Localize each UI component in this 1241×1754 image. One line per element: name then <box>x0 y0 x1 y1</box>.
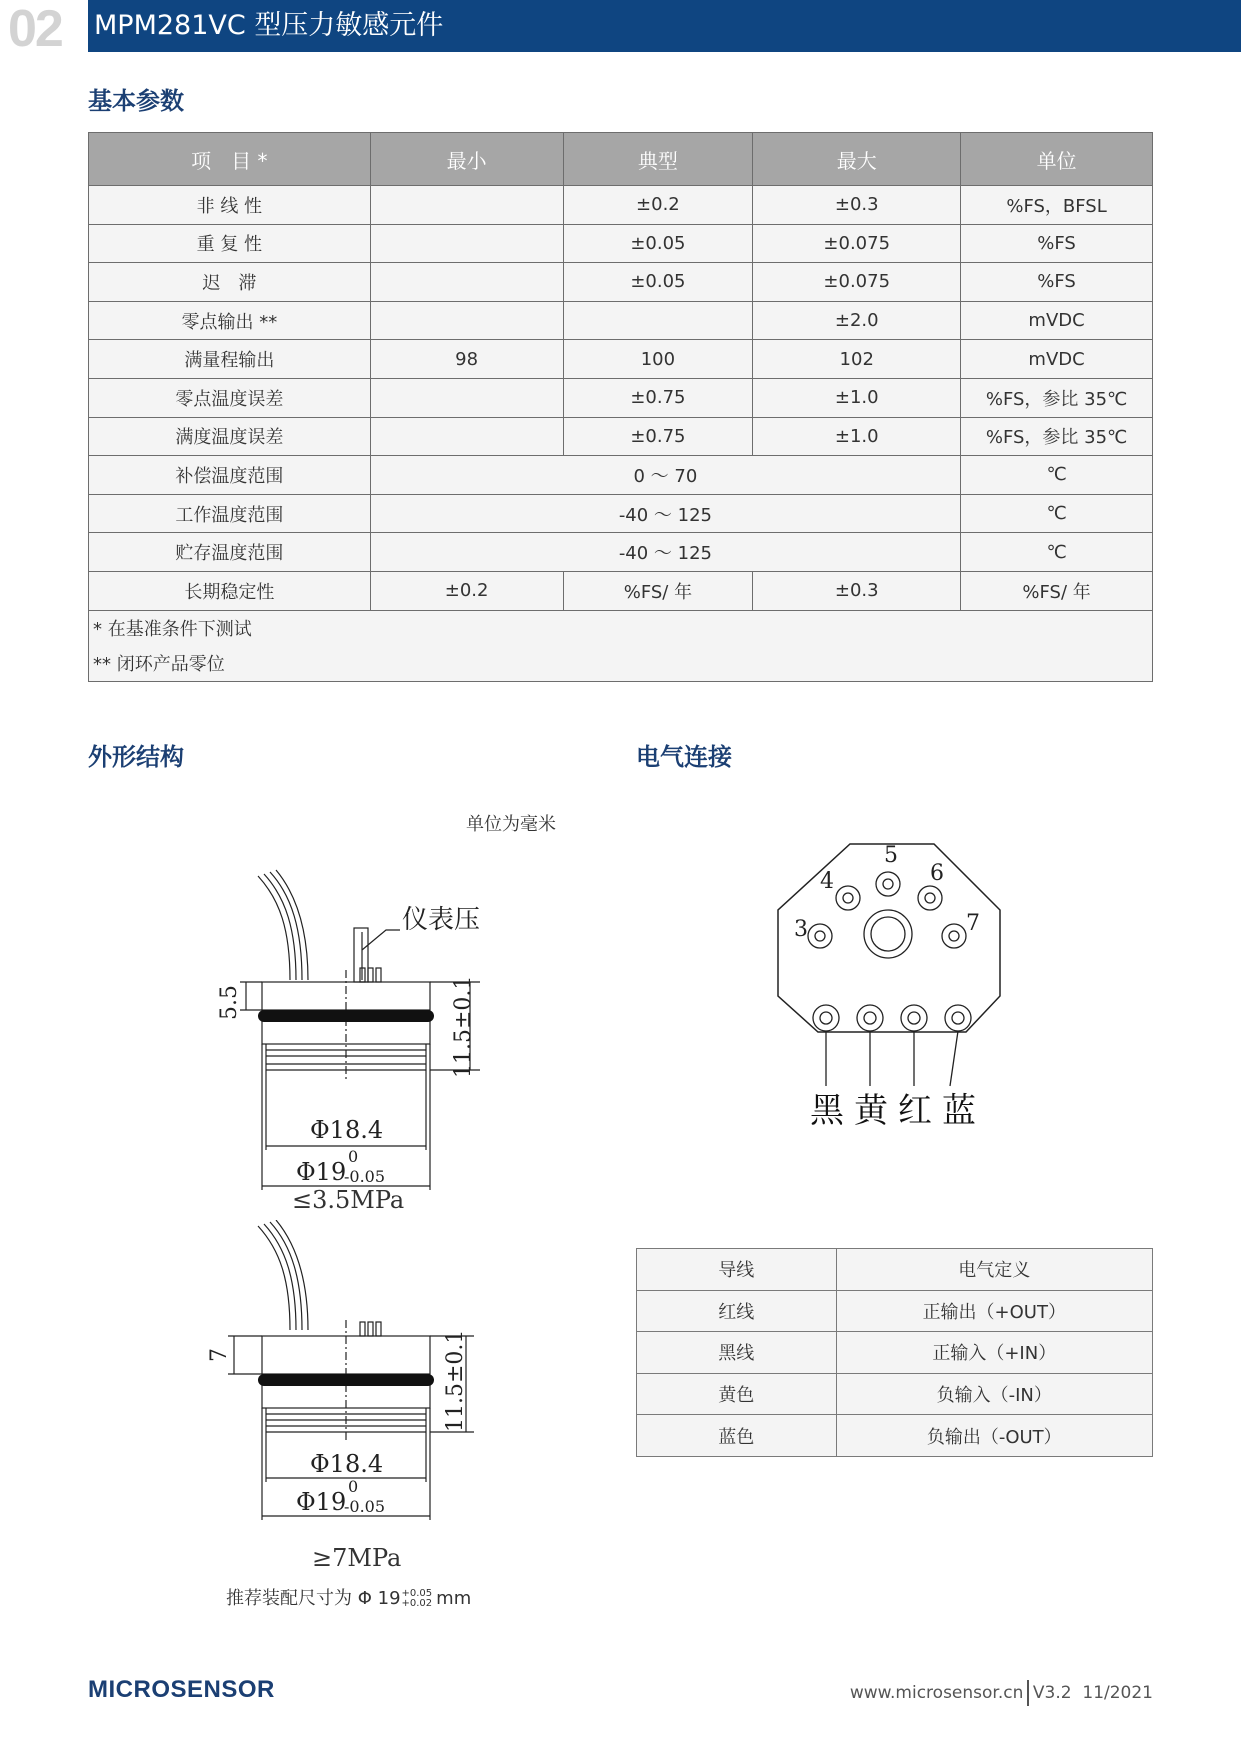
cell: 工作温度范围 <box>89 494 371 533</box>
cell <box>370 263 563 302</box>
cell: %FS，参比 35℃ <box>961 417 1153 456</box>
wire-label-black: 黑 <box>810 1091 844 1131</box>
pin-label: 4 <box>820 869 834 894</box>
cell: %FS <box>961 224 1153 263</box>
pin-label: 6 <box>930 861 944 886</box>
cell <box>563 301 753 340</box>
table-row <box>89 494 1153 533</box>
cell: 补偿温度范围 <box>89 456 371 495</box>
unit-caption: 单位为毫米 <box>466 814 556 835</box>
cell: ±0.75 <box>563 378 753 417</box>
footer-version: V3.2 <box>1032 1683 1072 1703</box>
dim-diameter-outer: Φ19 <box>296 1158 347 1186</box>
table-row <box>89 301 1153 340</box>
cell: ±2.0 <box>753 301 961 340</box>
cell: 重 复 性 <box>89 224 371 263</box>
cell: %FS <box>961 263 1153 302</box>
table-note-row <box>89 610 1153 646</box>
section-title-electrical: 电气连接 <box>636 743 732 771</box>
footer-info <box>850 1680 1153 1706</box>
brand-logo: MICROSENSOR <box>88 1676 275 1703</box>
mount-tol-upper: +0.05 <box>401 1588 433 1599</box>
cell: %FS/ 年 <box>961 571 1153 610</box>
dim-tol-lower-2: -0.05 <box>344 1497 386 1516</box>
note-text: * 在基准条件下测试 <box>89 610 1153 646</box>
params-table <box>88 132 1153 682</box>
pin-label: 3 <box>794 917 808 942</box>
table-row <box>89 533 1153 572</box>
cell: ±1.0 <box>753 417 961 456</box>
pin-label: 7 <box>966 911 980 936</box>
cell: ±1.0 <box>753 378 961 417</box>
cell <box>370 301 563 340</box>
cell: 迟 滞 <box>89 263 371 302</box>
pressure-caption-high: ≥7MPa <box>312 1544 402 1572</box>
header-unit: 单位 <box>961 133 1153 186</box>
params-header-row <box>89 133 1153 186</box>
cell <box>370 186 563 225</box>
dim-total-label-2: 11.5±0.1 <box>443 1329 468 1432</box>
cell: 红线 <box>637 1290 837 1332</box>
cell: 100 <box>563 340 753 379</box>
section-title-params: 基本参数 <box>88 87 184 115</box>
cell: ±0.2 <box>563 186 753 225</box>
cell: 满度温度误差 <box>89 417 371 456</box>
dim-diameter-inner-2: Φ18.4 <box>310 1450 384 1478</box>
cell: ℃ <box>961 456 1153 495</box>
cell: 满量程输出 <box>89 340 371 379</box>
table-row <box>637 1373 1153 1415</box>
mount-tol-lower: +0.02 <box>401 1598 433 1609</box>
cell: -40 ～ 125 <box>370 533 960 572</box>
table-row <box>89 224 1153 263</box>
cell: ±0.75 <box>563 417 753 456</box>
cell: 0 ～ 70 <box>370 456 960 495</box>
header-typ: 典型 <box>563 133 753 186</box>
cell: 零点温度误差 <box>89 378 371 417</box>
cell: mVDC <box>961 340 1153 379</box>
cell: 负输入（-IN） <box>836 1373 1152 1415</box>
cell: 零点输出 ** <box>89 301 371 340</box>
cell: 蓝色 <box>637 1415 837 1457</box>
dim-total-label: 11.5±0.1 <box>451 975 476 1078</box>
cell: ±0.075 <box>753 224 961 263</box>
cell: 非 线 性 <box>89 186 371 225</box>
cell: 98 <box>370 340 563 379</box>
wire-label-red: 红 <box>898 1091 932 1131</box>
cell <box>370 224 563 263</box>
table-row <box>637 1332 1153 1374</box>
cell: 102 <box>753 340 961 379</box>
dim-tol-lower: -0.05 <box>344 1167 386 1186</box>
cell <box>370 417 563 456</box>
cell: 正输出（+OUT） <box>836 1290 1152 1332</box>
header-definition: 电气定义 <box>836 1249 1152 1291</box>
cell: ±0.075 <box>753 263 961 302</box>
cell: ℃ <box>961 494 1153 533</box>
document-title: MPM281VC 型压力敏感元件 <box>94 10 444 41</box>
header-wire: 导线 <box>637 1249 837 1291</box>
footer-date: 11/2021 <box>1082 1683 1153 1703</box>
footer-divider <box>1027 1680 1029 1706</box>
dim-height-label-2: 7 <box>207 1348 232 1362</box>
wire-label-yellow: 黄 <box>854 1091 888 1131</box>
dim-height-label: 5.5 <box>217 985 242 1020</box>
table-row <box>89 340 1153 379</box>
header-min: 最小 <box>370 133 563 186</box>
pin-label: 5 <box>884 843 898 868</box>
mount-unit: mm <box>436 1588 472 1609</box>
cell <box>370 378 563 417</box>
dim-tol-upper-2: 0 <box>348 1477 359 1496</box>
cell: 长期稳定性 <box>89 571 371 610</box>
cell: ±0.05 <box>563 224 753 263</box>
cell: 黑线 <box>637 1332 837 1374</box>
wire-label-blue: 蓝 <box>942 1091 976 1131</box>
gauge-label: 仪表压 <box>402 905 481 935</box>
section-title-shape: 外形结构 <box>88 743 184 771</box>
dim-tol-upper: 0 <box>348 1147 359 1166</box>
cell: ±0.3 <box>753 571 961 610</box>
footer-url[interactable]: www.microsensor.cn <box>849 1683 1024 1703</box>
cell: -40 ～ 125 <box>370 494 960 533</box>
note-text: ** 闭环产品零位 <box>89 646 1153 682</box>
outline-drawing-high-pressure <box>190 1220 510 1550</box>
cell: ±0.3 <box>753 186 961 225</box>
table-row <box>637 1415 1153 1457</box>
dim-diameter-outer-2: Φ19 <box>296 1488 347 1516</box>
table-row <box>89 263 1153 302</box>
cell: ±0.2 <box>370 571 563 610</box>
cell: %FS，参比 35℃ <box>961 378 1153 417</box>
cell: ±0.05 <box>563 263 753 302</box>
cell: %FS/ 年 <box>563 571 753 610</box>
cell: %FS，BFSL <box>961 186 1153 225</box>
cell: 负输出（-OUT） <box>836 1415 1152 1457</box>
cell: ℃ <box>961 533 1153 572</box>
outline-drawing-low-pressure <box>190 860 510 1220</box>
mount-note <box>226 1584 471 1610</box>
pinout-diagram <box>770 836 1010 1136</box>
table-row <box>89 571 1153 610</box>
electrical-table <box>636 1248 1153 1457</box>
cell: 正输入（+IN） <box>836 1332 1152 1374</box>
table-row <box>89 378 1153 417</box>
dim-diameter-inner: Φ18.4 <box>310 1116 384 1144</box>
page-number: 02 <box>8 0 62 58</box>
table-row <box>89 186 1153 225</box>
mount-note-prefix: 推荐装配尺寸为 Φ 19 <box>226 1588 401 1609</box>
header-item: 项 目 * <box>89 133 371 186</box>
pressure-caption-low: ≤3.5MPa <box>292 1186 405 1214</box>
title-bar <box>88 0 1241 52</box>
cell: mVDC <box>961 301 1153 340</box>
table-row <box>89 456 1153 495</box>
header-max: 最大 <box>753 133 961 186</box>
cell: 黄色 <box>637 1373 837 1415</box>
table-row <box>637 1249 1153 1291</box>
cell: 贮存温度范围 <box>89 533 371 572</box>
table-row <box>637 1290 1153 1332</box>
table-note-row <box>89 646 1153 682</box>
table-row <box>89 417 1153 456</box>
